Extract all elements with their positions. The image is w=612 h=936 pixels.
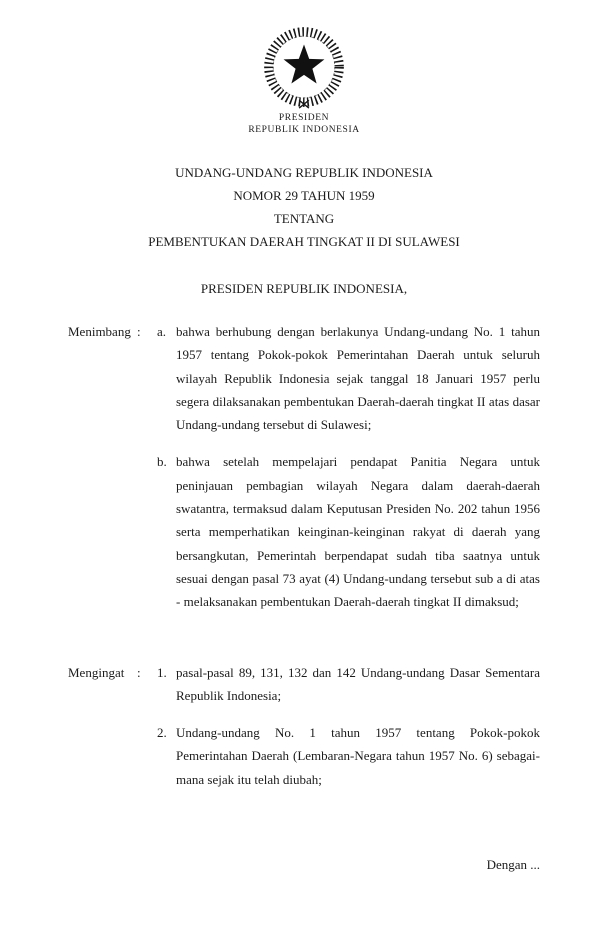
org-name-line1: PRESIDEN [278,113,330,123]
section-colon: : [137,324,141,339]
title-line-2: NOMOR 29 TAHUN 1959 [233,188,375,203]
section-mengingat [68,661,540,791]
title-line-4: PEMBENTUKAN DAERAH TINGKAT II DI SULAWESI [148,234,460,249]
item-marker: b. [157,454,167,470]
star-icon [284,45,325,84]
list-item [157,450,540,613]
salutation: PRESIDEN REPUBLIK INDONESIA, [200,281,408,296]
item-text: Undang-undang No. 1 tahun 1957 tentang Pokok-pokok Pemerintahan Daerah (Lembaran-Negara tahun 1957 No. 6) sebagai-mana sejak itu telah diubah; [176,725,540,787]
item-marker: 2. [157,725,167,741]
list-item [157,661,540,708]
item-text: pasal-pasal 89, 131, 132 dan 142 Undang-undang Dasar Sementara Republik Indonesia; [176,664,540,703]
item-text: bahwa setelah mempelajari pendapat Panitia Negara untuk peninjauan pembagian wilayah Negara dalam daerah-daerah swatantra, termaksud dalam Keputusan Presiden No. 202 tahun 1956 serta memperhatikan keinginan-keinginan rakyat di daerah yang bersangkutan, Pemerintah berpendapat sudah tiba saatnya untuk sesuai dengan pasal 73 ayat (4) Undang-undang tersebut sub a di atas - melaksanakan pembentukan Daerah-daerah tingkat II dimaksud; [176,454,540,610]
presidential-star-wreath-emblem-icon [260,24,348,112]
list-item [157,320,540,436]
document-body [68,320,540,876]
section-items [157,661,540,791]
document-title [68,161,540,253]
section-menimbang [68,320,540,614]
title-line-3: TENTANG [273,211,335,226]
item-marker: 1. [157,664,167,680]
section-items [157,320,540,614]
letterhead [68,24,540,136]
title-line-1: UNDANG-UNDANG REPUBLIK INDONESIA [175,165,433,180]
item-text: bahwa berhubung dengan berlakunya Undang-undang No. 1 tahun 1957 tentang Pokok-pokok Pemerintahan Daerah untuk seluruh wilayah Republik Indonesia sejak tanggal 18 Januari 1957 perlu segera dilaksanakan pembentukan Daerah-daerah tingkat II atas dasar Undang-undang tersebut di Sulawesi; [176,324,540,433]
section-label: Menimbang [68,324,131,339]
section-colon: : [137,664,141,680]
section-label: Mengingat [68,664,125,680]
list-item [157,721,540,791]
org-name-line2: REPUBLIK INDONESIA [248,125,360,135]
catchword: Dengan ... [486,857,540,873]
item-marker: a. [157,324,167,339]
